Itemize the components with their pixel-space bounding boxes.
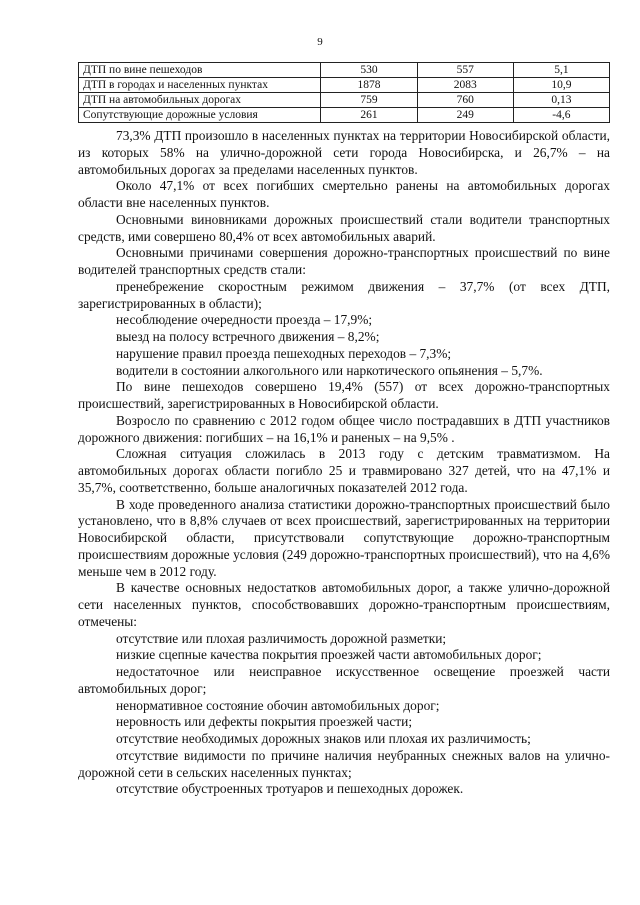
table-cell-label: ДТП по вине пешеходов — [79, 63, 321, 78]
table-cell-value: 557 — [417, 63, 513, 78]
paragraph: В ходе проведенного анализа статистики дорожно-транспортных происшествий было установлено, что в 8,8% случаев от всех происшествий, зарегистрированных на территории Новосибирской области, присутствовали сопутствующие дорожно-транспортным происшествиям дорожные условия (249 дорожно-транспортных происшествий), что на 4,6% меньше чем в 2012 году. — [78, 496, 610, 579]
table-cell-value: 5,1 — [513, 63, 609, 78]
table-cell-value: 261 — [321, 108, 417, 123]
table-cell-label: ДТП в городах и населенных пунктах — [79, 78, 321, 93]
list-item: отсутствие или плохая различимость дорожной разметки; — [116, 630, 447, 646]
table-row — [79, 108, 610, 123]
paragraph: Возросло по сравнению с 2012 годом общее число пострадавших в ДТП участников дорожного движения: погибших – на 16,1% и раненых – на 9,5% . — [78, 412, 610, 445]
table-row — [79, 93, 610, 108]
list-item: отсутствие обустроенных тротуаров и пешеходных дорожек. — [116, 781, 464, 797]
table-cell-value: 0,13 — [513, 93, 609, 108]
table-row — [79, 63, 610, 78]
list-item: пренебрежение скоростным режимом движения – 37,7% (от всех ДТП, зарегистрированных в области); — [78, 278, 610, 311]
table-cell-label: Сопутствующие дорожные условия — [79, 108, 321, 123]
paragraph: Сложная ситуация сложилась в 2013 году с детским травматизмом. На автомобильных дорогах области погибло 25 и травмировано 327 детей, что на 47,1% и 35,7%, соответственно, больше аналогичных показателей 2012 года. — [78, 446, 610, 495]
list-item: ненормативное состояние обочин автомобильных дорог; — [116, 697, 440, 713]
list-item: отсутствие необходимых дорожных знаков или плохая их различимость; — [116, 731, 531, 746]
table-cell-value: 249 — [417, 108, 513, 123]
statistics-table — [78, 62, 610, 123]
table-row — [79, 78, 610, 93]
paragraph: По вине пешеходов совершено 19,4% (557) от всех дорожно-транспортных происшествий, зарегистрированных в Новосибирской области. — [78, 379, 610, 411]
table-cell-value: 1878 — [321, 78, 417, 93]
list-item: выезд на полосу встречного движения – 8,2%; — [116, 329, 380, 344]
list-item: несоблюдение очередности проезда – 17,9%; — [116, 312, 373, 328]
table-cell-value: 10,9 — [513, 78, 609, 93]
paragraph: Основными виновниками дорожных происшествий стали водители транспортных средств, ими совершено 80,4% от всех автомобильных аварий. — [78, 211, 610, 244]
list-item: водители в состоянии алкогольного или наркотического опьянения – 5,7%. — [116, 362, 543, 378]
table-cell-value: 759 — [321, 93, 417, 108]
paragraph: Около 47,1% от всех погибших смертельно ранены на автомобильных дорогах области вне населенных пунктов. — [78, 178, 610, 210]
list-item: неровность или дефекты покрытия проезжей части; — [116, 714, 413, 730]
table-cell-value: 530 — [321, 63, 417, 78]
page-number: 9 — [317, 36, 323, 48]
table-cell-value: -4,6 — [513, 108, 609, 123]
paragraph: Основными причинами совершения дорожно-транспортных происшествий по вине водителей транспортных средств стали: — [78, 245, 610, 277]
paragraph: 73,3% ДТП произошло в населенных пунктах на территории Новосибирской области, из которых 58% на улично-дорожной сети города Новосибирска, и 26,7% – на автомобильных дорогах за пределами населенных пунктов. — [78, 128, 610, 177]
paragraph: В качестве основных недостатков автомобильных дорог, а также улично-дорожной сети населенных пунктов, способствовавших дорожно-транспортным происшествиям, отмечены: — [78, 580, 610, 629]
list-item: отсутствие видимости по причине наличия неубранных снежных валов на улично-дорожной сети в сельских населенных пунктах; — [78, 747, 610, 780]
table-cell-value: 2083 — [417, 78, 513, 93]
table-cell-label: ДТП на автомобильных дорогах — [79, 93, 321, 108]
list-item: низкие сцепные качества покрытия проезжей части автомобильных дорог; — [116, 647, 542, 663]
body-text — [78, 128, 610, 798]
list-item: нарушение правил проезда пешеходных переходов – 7,3%; — [116, 345, 452, 361]
list-item: недостаточное или неисправное искусственное освещение проезжей части автомобильных дорог; — [78, 664, 610, 696]
table-cell-value: 760 — [417, 93, 513, 108]
